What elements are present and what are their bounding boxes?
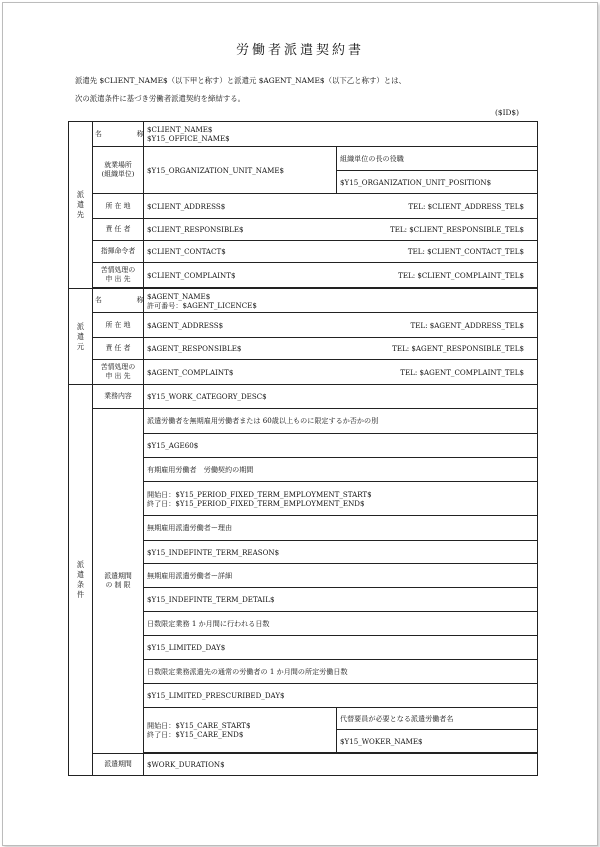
agent-complaint-label: 苦情処理の 申 出 先 (93, 360, 144, 385)
care-end: 終了日：$Y15_CARE_END$ (147, 730, 244, 739)
client-office-name: $Y15_OFFICE_NAME$ (147, 134, 230, 143)
client-group-label: 派遣先 (69, 122, 93, 289)
client-org-label: 就業場所 (組織単位) (93, 147, 144, 194)
work-duration-value: $WORK_DURATION$ (144, 754, 538, 776)
client-name-label: 名 称 (93, 122, 144, 147)
client-name: $CLIENT_NAME$ (147, 125, 213, 134)
client-name-row (69, 122, 538, 147)
work-category-label: 業務内容 (93, 385, 144, 409)
age-heading: 派遣労働者を無期雇用労働者または 60歳以上ものに限定するか否かの別 (144, 409, 538, 434)
client-responsible-label: 責 任 者 (93, 219, 144, 241)
client-name-value (144, 122, 538, 147)
client-complaint-label: 苦情処理の 申 出 先 (93, 263, 144, 288)
client-address-tel: TEL: $CLIENT_ADDRESS_TEL$ (408, 201, 525, 211)
client-contact-value: $CLIENT_CONTACT$ (147, 247, 226, 256)
agent-address-row (69, 313, 538, 338)
agent-complaint-value: $AGENT_COMPLAINT$ (147, 367, 234, 377)
agent-address-tel: TEL: $AGENT_ADDRESS_TEL$ (410, 320, 525, 330)
client-org-position-label: 組織単位の長の役職 (337, 147, 538, 171)
agent-name-label: 名 称 (93, 289, 144, 313)
dispatch-limit-label: 派遣期間 の 制 限 (93, 409, 144, 754)
agent-responsible-row (69, 338, 538, 360)
client-org-position-value: $Y15_ORGANIZATION_UNIT_POSITION$ (337, 171, 538, 194)
prescribed-days-heading: 日数限定業務派遣先の通常の労働者の 1 か月間の所定労働日数 (144, 660, 538, 684)
fixed-term-start: 開始日：$Y15_PERIOD_FIXED_TERM_EMPLOYMENT_START$ (147, 489, 372, 499)
client-complaint-row (69, 263, 538, 288)
intro-line-2: 次の派遣条件に基づき労働者派遣契約を締結する。 (75, 94, 245, 103)
client-contact-label: 指揮命令者 (93, 241, 144, 263)
limited-days-heading: 日数限定業務 1 か月間に行われる日数 (144, 612, 538, 636)
agent-complaint-tel: TEL: $AGENT_COMPLAINT_TEL$ (400, 367, 525, 377)
client-org-value: $Y15_ORGANIZATION_UNIT_NAME$ (144, 147, 337, 194)
replacement-worker-heading: 代替要員が必要となる派遣労働者名 (337, 708, 538, 730)
client-contact-row (69, 241, 538, 263)
document-title: 労働者派遣契約書 (235, 43, 364, 58)
client-complaint-value: $CLIENT_COMPLAINT$ (147, 270, 236, 280)
prescribed-days-value: $Y15_LIMITED_PRESCURIBED_DAY$ (144, 684, 538, 708)
work-category-value: $Y15_WORK_CATEGORY_DESC$ (144, 385, 538, 409)
agent-complaint-row (69, 360, 538, 385)
client-org-row (69, 147, 538, 171)
agent-name: $AGENT_NAME$ (147, 291, 211, 301)
client-responsible-row (69, 219, 538, 241)
client-contact-tel: TEL: $CLIENT_CONTACT_TEL$ (407, 247, 525, 256)
reason-heading: 無期雇用派遣労働者ー理由 (144, 516, 538, 541)
agent-address-value: $AGENT_ADDRESS$ (147, 320, 224, 330)
fixed-term-heading: 有期雇用労働者 労働契約の期間 (144, 458, 538, 482)
limited-days-value: $Y15_LIMITED_DAY$ (144, 636, 538, 660)
conditions-group-label: 派遣条件 (69, 385, 93, 776)
reason-value: $Y15_INDEFINTE_TERM_REASON$ (144, 541, 538, 564)
agent-responsible-tel: TEL: $AGENT_RESPONSIBLE_TEL$ (392, 344, 525, 353)
detail-heading: 無期雇用派遣労働者ー詳細 (144, 564, 538, 588)
work-duration-label: 派遣期間 (93, 754, 144, 776)
contract-table (68, 121, 538, 776)
agent-responsible-value: $AGENT_RESPONSIBLE$ (147, 344, 242, 353)
client-address-label: 所 在 地 (93, 194, 144, 219)
client-complaint-tel: TEL: $CLIENT_COMPLAINT_TEL$ (398, 270, 525, 280)
agent-address-label: 所 在 地 (93, 313, 144, 338)
agent-group-label: 派遣元 (69, 289, 93, 385)
intro-line-1: 派遣先 $CLIENT_NAME$（以下甲と称す）と派遣元 $AGENT_NAME$（以下乙と称す）とは、 (75, 76, 406, 85)
client-address-row (69, 194, 538, 219)
client-address-value: $CLIENT_ADDRESS$ (147, 201, 226, 211)
work-duration-row (69, 754, 538, 776)
care-start: 開始日：$Y15_CARE_START$ (147, 721, 251, 730)
agent-licence: 許可番号：$AGENT_LICENCE$ (147, 300, 257, 310)
replacement-worker-value: $Y15_WOKER_NAME$ (337, 730, 538, 753)
agent-name-row (69, 289, 538, 313)
client-responsible-value: $CLIENT_RESPONSIBLE$ (147, 225, 244, 234)
age-value: $Y15_AGE60$ (144, 434, 538, 458)
detail-value: $Y15_INDEFINTE_TERM_DETAIL$ (144, 588, 538, 612)
client-responsible-tel: TEL: $CLIENT_RESPONSIBLE_TEL$ (390, 225, 525, 234)
agent-responsible-label: 責 任 者 (93, 338, 144, 360)
fixed-term-end: 終了日：$Y15_PERIOD_FIXED_TERM_EMPLOYMENT_END$ (147, 498, 365, 508)
document-id: ($ID$) (495, 108, 520, 117)
work-category-row (69, 385, 538, 409)
